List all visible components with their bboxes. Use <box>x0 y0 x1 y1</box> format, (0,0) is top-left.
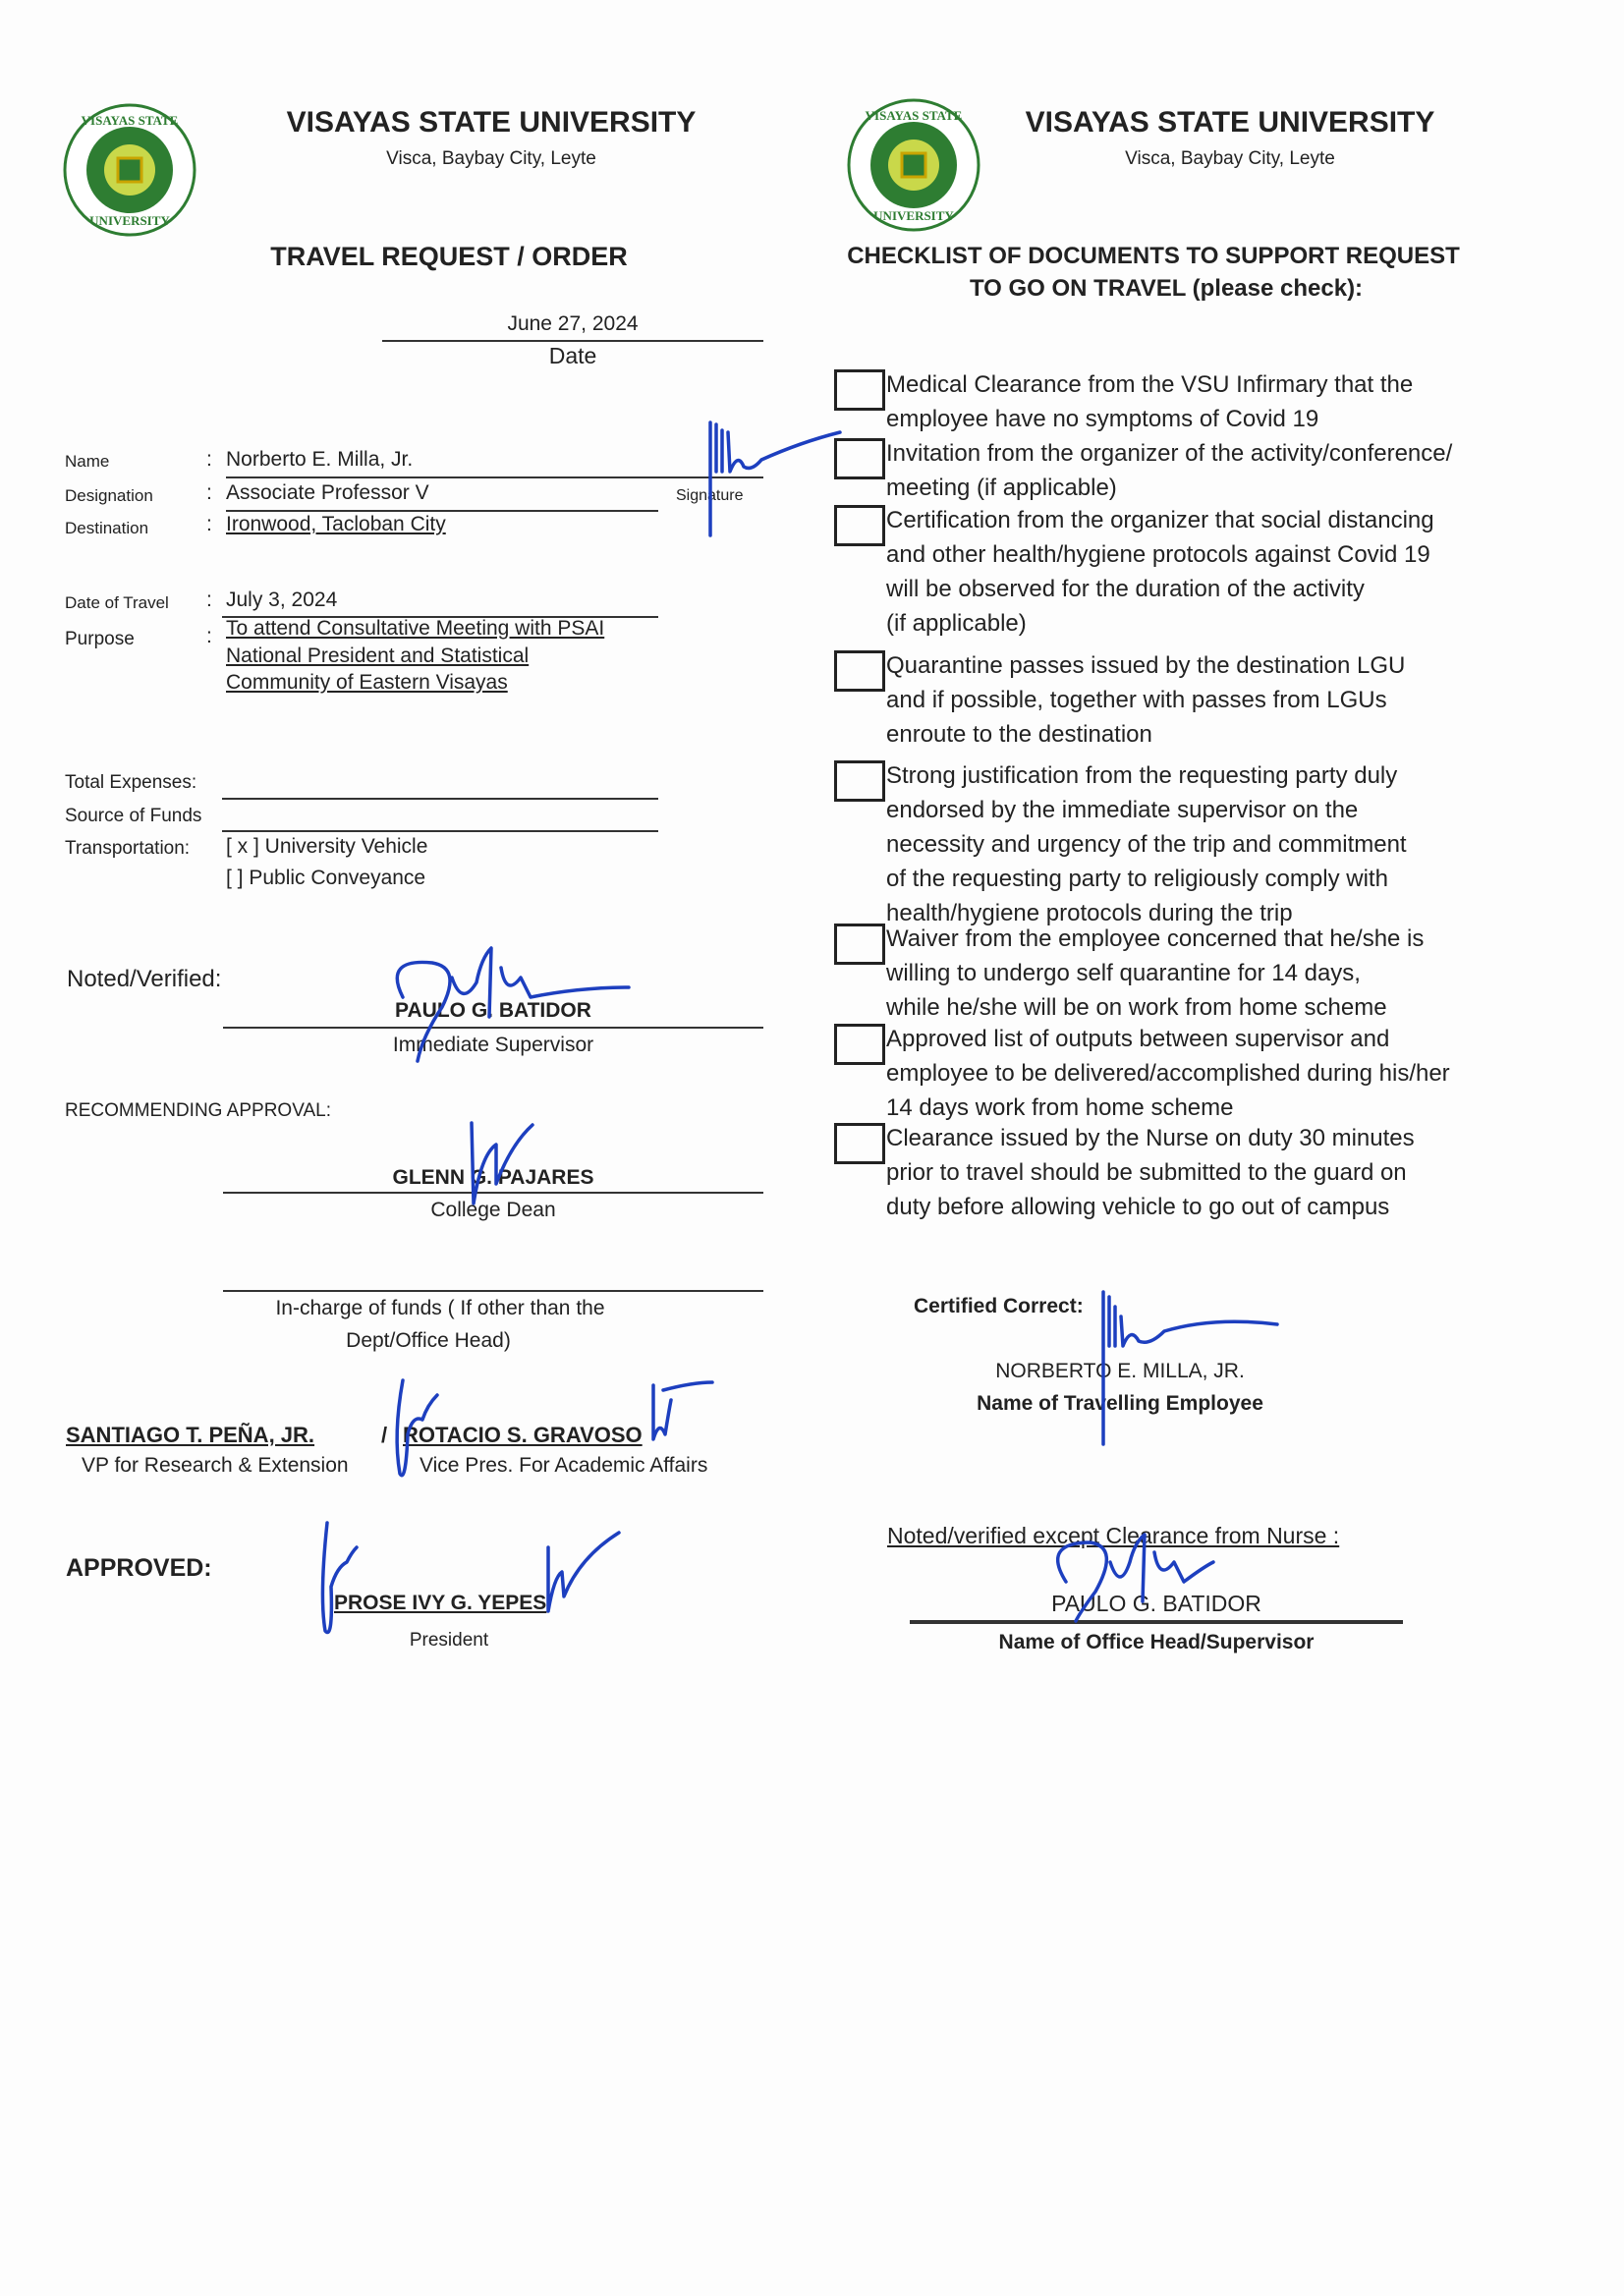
date-of-travel-label: Date of Travel <box>65 593 169 612</box>
colon: : <box>206 625 212 647</box>
checklist-item-text: meeting (if applicable) <box>886 475 1117 501</box>
destination-label: Destination <box>65 519 149 537</box>
office-head-title: Name of Office Head/Supervisor <box>998 1631 1315 1653</box>
checklist-item-text: Certification from the organizer that social distancing <box>886 507 1434 533</box>
vp-research-title: VP for Research & Extension <box>82 1454 349 1477</box>
vp-research-name: SANTIAGO T. PEÑA, JR. <box>66 1423 315 1447</box>
form-title: TRAVEL REQUEST / ORDER <box>270 242 628 271</box>
checklist-item-text: endorsed by the immediate supervisor on the <box>886 797 1359 823</box>
university-logo <box>847 98 980 232</box>
checklist-checkbox[interactable] <box>834 1123 885 1164</box>
transport-option-university-vehicle: [ x ] University Vehicle <box>226 835 428 858</box>
noted-except-label: Noted/verified except Clearance from Nurse : <box>887 1523 1340 1548</box>
president-signature <box>540 1528 629 1616</box>
checklist-checkbox[interactable] <box>834 650 885 692</box>
certified-correct-label: Certified Correct: <box>914 1295 1084 1317</box>
transportation-label: Transportation: <box>65 838 191 859</box>
dean-name: GLENN G. PAJARES <box>392 1166 594 1189</box>
checklist-item-text: Invitation from the organizer of the activity/conference/ <box>886 440 1453 467</box>
supervisor-signature <box>383 938 639 1066</box>
slash: / <box>381 1423 388 1447</box>
checklist-item-text: Waiver from the employee concerned that he/she is <box>886 925 1425 952</box>
designation-value: Associate Professor V <box>226 481 429 504</box>
university-logo <box>63 103 196 237</box>
university-address: Visca, Baybay City, Leyte <box>386 148 596 169</box>
supervisor-title: Immediate Supervisor <box>392 1034 594 1056</box>
funds-signature-line <box>223 1290 763 1292</box>
checklist-item-text: necessity and urgency of the trip and commitment <box>886 831 1407 858</box>
purpose-line: To attend Consultative Meeting with PSAI <box>226 617 605 640</box>
dean-signature <box>462 1115 550 1213</box>
checklist-item-text: (if applicable) <box>886 610 1027 637</box>
colon: : <box>206 481 212 504</box>
checklist-item-text: and other health/hygiene protocols against Covid 19 <box>886 541 1430 568</box>
funds-label: Dept/Office Head) <box>346 1329 511 1352</box>
checklist-checkbox[interactable] <box>834 760 885 802</box>
divider <box>382 340 763 342</box>
checklist-item-text: of the requesting party to religiously comply with <box>886 866 1388 892</box>
purpose-line: Community of Eastern Visayas <box>226 671 508 694</box>
name-value: Norberto E. Milla, Jr. <box>226 448 414 471</box>
university-address: Visca, Baybay City, Leyte <box>1125 148 1335 169</box>
checklist-item-text: employee to be delivered/accomplished during his/her <box>886 1060 1450 1087</box>
checklist-item-text: Strong justification from the requesting party duly <box>886 762 1398 789</box>
dean-title: College Dean <box>430 1199 556 1221</box>
office-head-signature <box>1036 1523 1282 1631</box>
recommending-approval-label: RECOMMENDING APPROVAL: <box>65 1100 331 1121</box>
date-of-travel-value: July 3, 2024 <box>226 588 338 611</box>
president-initial-signature <box>317 1518 376 1641</box>
purpose-label: Purpose <box>65 629 135 649</box>
office-head-name: PAULO G. BATIDOR <box>1051 1591 1261 1616</box>
certified-signature <box>1095 1287 1282 1449</box>
checklist-item-text: health/hygiene protocols during the trip <box>886 900 1293 926</box>
divider <box>226 476 763 478</box>
checklist-checkbox[interactable] <box>834 924 885 965</box>
total-expenses-label: Total Expenses: <box>65 772 197 793</box>
president-name: PROSE IVY G. YEPES <box>334 1592 547 1614</box>
vp-academic-title: Vice Pres. For Academic Affairs <box>420 1454 708 1477</box>
employee-signature <box>702 413 850 540</box>
checklist-item-text: 14 days work from home scheme <box>886 1094 1234 1121</box>
transport-option-public-conveyance: [ ] Public Conveyance <box>226 867 426 889</box>
employee-name: NORBERTO E. MILLA, JR. <box>995 1360 1245 1382</box>
colon: : <box>206 588 212 611</box>
svg-text:UNIVERSITY: UNIVERSITY <box>873 208 954 223</box>
university-name: VISAYAS STATE UNIVERSITY <box>286 106 697 139</box>
svg-text:UNIVERSITY: UNIVERSITY <box>89 213 170 228</box>
svg-text:VISAYAS STATE: VISAYAS STATE <box>865 108 963 123</box>
checklist-item-text: employee have no symptoms of Covid 19 <box>886 406 1319 432</box>
checklist-item-text: Clearance issued by the Nurse on duty 30 minutes <box>886 1125 1415 1151</box>
checklist-item-text: enroute to the destination <box>886 721 1152 748</box>
date-label: Date <box>548 343 597 368</box>
divider <box>226 510 658 512</box>
checklist-checkbox[interactable] <box>834 369 885 411</box>
checklist-item-text: and if possible, together with passes from LGUs <box>886 687 1387 713</box>
funds-label: In-charge of funds ( If other than the <box>275 1297 605 1319</box>
colon: : <box>206 513 212 535</box>
checklist-item-text: Approved list of outputs between supervisor and <box>886 1026 1390 1052</box>
svg-text:VISAYAS STATE: VISAYAS STATE <box>81 113 179 128</box>
approved-label: APPROVED: <box>66 1554 212 1582</box>
destination-value: Ironwood, Tacloban City <box>226 513 446 535</box>
request-date: June 27, 2024 <box>507 312 639 335</box>
source-of-funds-label: Source of Funds <box>65 806 202 826</box>
colon: : <box>206 448 212 471</box>
checklist-title: TO GO ON TRAVEL (please check): <box>969 275 1364 302</box>
president-title: President <box>409 1630 489 1651</box>
source-of-funds-field <box>222 830 658 832</box>
checklist-item-text: will be observed for the duration of the activity <box>886 576 1365 602</box>
checklist-item-text: duty before allowing vehicle to go out of campus <box>886 1194 1390 1220</box>
checklist-item-text: Quarantine passes issued by the destination LGU <box>886 652 1406 679</box>
checklist-item-text: prior to travel should be submitted to the guard on <box>886 1159 1407 1186</box>
signature-label: Signature <box>676 487 744 504</box>
checklist-checkbox[interactable] <box>834 1024 885 1065</box>
supervisor-name: PAULO G. BATIDOR <box>395 999 591 1022</box>
vp-academic-signature <box>644 1380 722 1454</box>
checklist-item-text: Medical Clearance from the VSU Infirmary that the <box>886 371 1414 398</box>
checklist-item-text: willing to undergo self quarantine for 14 days, <box>886 960 1361 986</box>
purpose-line: National President and Statistical <box>226 644 530 667</box>
designation-label: Designation <box>65 486 153 505</box>
vp-signature <box>388 1375 447 1484</box>
checklist-title: CHECKLIST OF DOCUMENTS TO SUPPORT REQUEST <box>847 243 1460 269</box>
employee-title: Name of Travelling Employee <box>977 1392 1263 1415</box>
university-name: VISAYAS STATE UNIVERSITY <box>1025 106 1435 139</box>
vp-academic-name: ROTACIO S. GRAVOSO <box>403 1423 643 1447</box>
total-expenses-field <box>222 798 658 800</box>
checklist-item-text: while he/she will be on work from home scheme <box>886 994 1387 1021</box>
noted-verified-label: Noted/Verified: <box>67 966 222 992</box>
name-label: Name <box>65 452 110 471</box>
